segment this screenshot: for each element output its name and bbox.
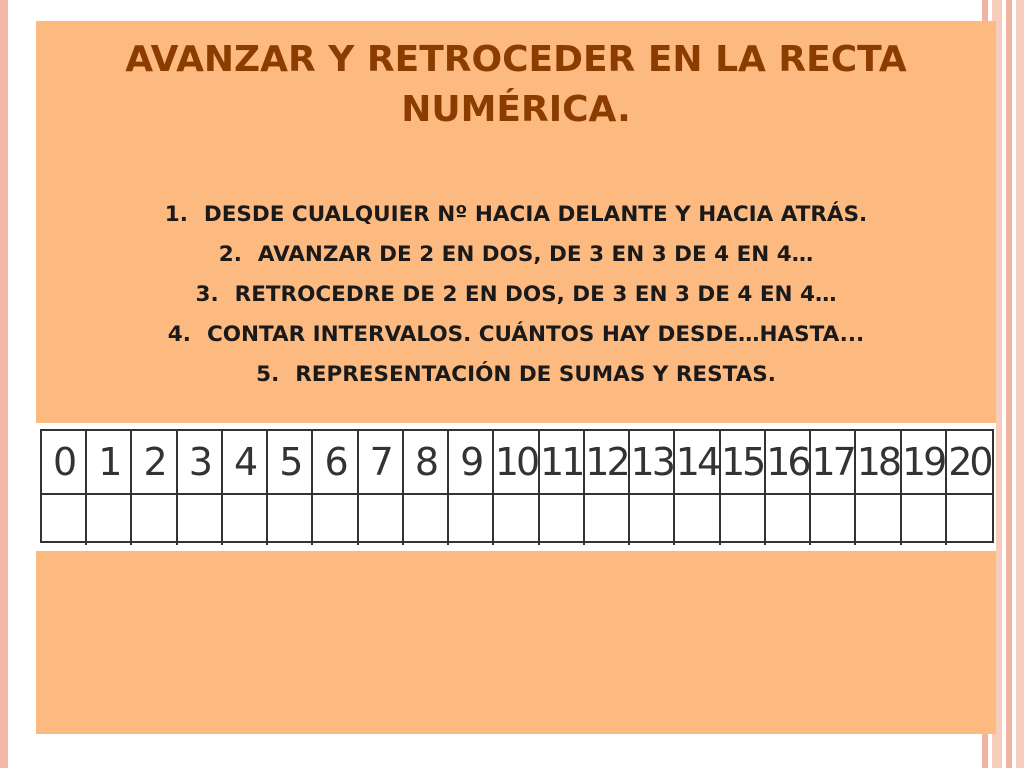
number-line-empty-cell [313, 495, 358, 545]
number-line-empty-cell [449, 495, 494, 545]
number-line-empty-cell [721, 495, 766, 545]
list-item-number: 5. [256, 362, 280, 387]
number-line-cell: 20 [947, 431, 992, 495]
number-line-cell: 13 [630, 431, 675, 495]
list-item-number: 2. [218, 242, 242, 267]
number-line-cell: 18 [856, 431, 901, 495]
list-item [36, 315, 996, 355]
left-decorative-stripe [0, 0, 8, 768]
number-line-cell: 19 [902, 431, 947, 495]
number-line-cell: 17 [811, 431, 856, 495]
right-decorative-stripe [1006, 0, 1012, 768]
list-item-text: DESDE CUALQUIER Nº HACIA DELANTE Y HACIA ATRÁS. [203, 202, 868, 227]
number-line-cell: 8 [404, 431, 449, 495]
number-line-cell: 11 [540, 431, 585, 495]
number-line-empty-cell [268, 495, 313, 545]
content-panel [36, 21, 996, 734]
number-line-cell: 1 [87, 431, 132, 495]
number-line-cell: 5 [268, 431, 313, 495]
number-line-empty-cell [42, 495, 87, 545]
number-line-empty-cell [540, 495, 585, 545]
list-item-number: 1. [164, 202, 188, 227]
number-line-empty-cell [766, 495, 811, 545]
list-item-number: 4. [167, 322, 191, 347]
number-line-empty-cell [404, 495, 449, 545]
number-line-cell: 16 [766, 431, 811, 495]
number-line-empty-cell [675, 495, 720, 545]
number-line-empty-cell [630, 495, 675, 545]
number-line-cell: 0 [42, 431, 87, 495]
right-decorative-stripe [1016, 0, 1024, 768]
list-item-number: 3. [195, 282, 219, 307]
number-line-empty-cell [811, 495, 856, 545]
number-line-empty-cell [178, 495, 223, 545]
topic-list [36, 195, 996, 395]
number-line-empty-cell [902, 495, 947, 545]
list-item [36, 235, 996, 275]
list-item [36, 195, 996, 235]
number-line-cell: 4 [223, 431, 268, 495]
number-line-grid [40, 429, 994, 543]
number-line-empty-cell [856, 495, 901, 545]
number-line-image [36, 423, 996, 551]
slide-title: AVANZAR Y RETROCEDER EN LA RECTA NUMÉRICA. [125, 39, 907, 130]
number-line-cell: 2 [132, 431, 177, 495]
list-item-text: REPRESENTACIÓN DE SUMAS Y RESTAS. [295, 362, 776, 387]
number-line-cell: 6 [313, 431, 358, 495]
list-item [36, 355, 996, 395]
number-line-cell: 14 [675, 431, 720, 495]
list-item-text: AVANZAR DE 2 EN DOS, DE 3 EN 3 DE 4 EN 4… [257, 242, 814, 267]
number-line-empty-cell [947, 495, 992, 545]
number-line-empty-cell [87, 495, 132, 545]
number-line-cell: 7 [359, 431, 404, 495]
number-line-empty-cell [359, 495, 404, 545]
number-line-empty-cell [585, 495, 630, 545]
number-line-cell: 12 [585, 431, 630, 495]
number-line-cell: 3 [178, 431, 223, 495]
number-line-cell: 10 [494, 431, 539, 495]
number-line-cell: 15 [721, 431, 766, 495]
list-item-text: RETROCEDRE DE 2 EN DOS, DE 3 EN 3 DE 4 EN 4… [234, 282, 837, 307]
list-item-text: CONTAR INTERVALOS. CUÁNTOS HAY DESDE…HASTA... [206, 322, 865, 347]
number-line-empty-cell [223, 495, 268, 545]
number-line-empty-cell [132, 495, 177, 545]
number-line-empty-cell [494, 495, 539, 545]
number-line-cell: 9 [449, 431, 494, 495]
list-item [36, 275, 996, 315]
